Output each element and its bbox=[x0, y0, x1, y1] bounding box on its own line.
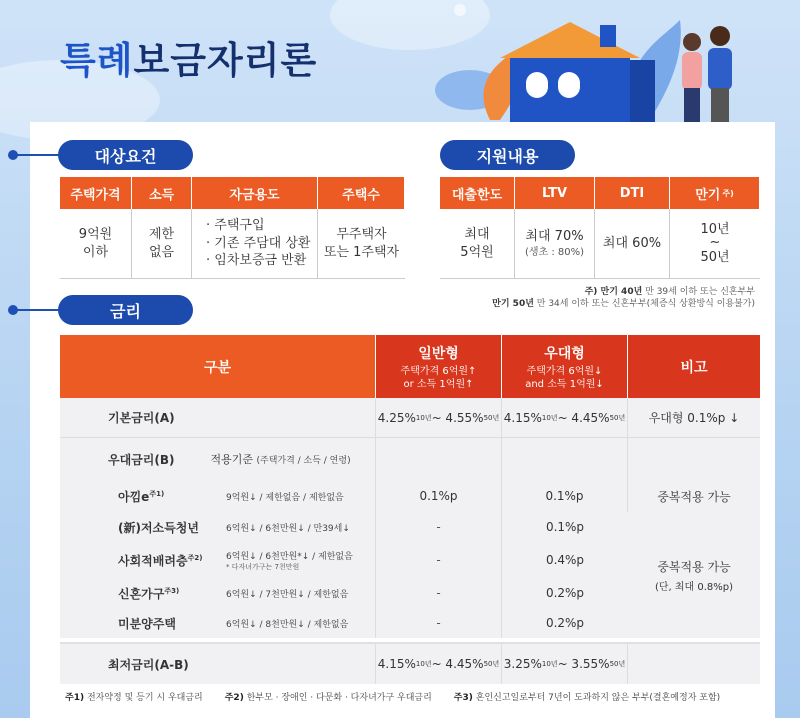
min-rate-general bbox=[376, 644, 502, 684]
rate-sup: 10년 bbox=[541, 660, 558, 668]
item-general: - bbox=[376, 542, 502, 578]
item-general: - bbox=[376, 578, 502, 608]
item-condition: 6억원↓ / 8천만원↓ / 제한없음 bbox=[226, 619, 349, 630]
house-window bbox=[558, 72, 580, 98]
item-preferred: 0.2%p bbox=[545, 586, 585, 600]
rate-sup: 50년 bbox=[483, 660, 500, 668]
discount-item-row bbox=[60, 542, 628, 578]
header-text: 일반형 bbox=[418, 345, 459, 362]
item-condition-note: * 다자녀가구는 7천만원 bbox=[226, 563, 300, 571]
footnote-text: 전자약정 및 등기 시 우대금리 bbox=[86, 693, 203, 703]
criteria-sub: (주택가격 / 소득 / 연령) bbox=[256, 456, 351, 466]
ltv-value: 최대 70% bbox=[525, 228, 584, 244]
term-note bbox=[450, 286, 755, 310]
item-general: - bbox=[376, 512, 502, 542]
header-sub: or 소득 1억원↑ bbox=[403, 378, 474, 390]
house-couple-illustration bbox=[430, 0, 790, 125]
item-condition-group bbox=[226, 548, 353, 572]
base-rate-general bbox=[376, 398, 502, 437]
item-sup: 주2) bbox=[187, 553, 203, 562]
item-preferred: 0.1%p bbox=[502, 480, 628, 512]
support-ltv bbox=[515, 209, 595, 279]
empty-cell bbox=[628, 644, 760, 684]
item-name-text: 아낌e bbox=[118, 489, 150, 504]
person-body bbox=[682, 52, 702, 90]
header-text: 구분 bbox=[203, 359, 232, 376]
term-header-sup: 주) bbox=[722, 188, 734, 198]
use-item: · 주택구입 bbox=[206, 218, 265, 234]
item-preferred: 0.4%p bbox=[545, 553, 585, 567]
discount-item-row bbox=[60, 608, 628, 638]
item-general: 0.1%p bbox=[376, 480, 502, 512]
support-header: DTI bbox=[595, 177, 670, 209]
rate-value: ~ 3.55% bbox=[557, 657, 610, 671]
item-name-text: (新)저소득청년 bbox=[118, 520, 199, 535]
house-side bbox=[630, 60, 655, 123]
support-limit: 최대 5억원 bbox=[440, 209, 515, 279]
item-name bbox=[118, 552, 226, 569]
person-legs bbox=[711, 88, 729, 123]
item-condition: 6억원↓ / 6천만원↓ / 만39세↓ bbox=[226, 523, 350, 534]
discount-subgroup-rows bbox=[60, 512, 628, 638]
discount-items bbox=[60, 480, 760, 638]
rates-header-note bbox=[628, 335, 760, 398]
footnote-3 bbox=[454, 690, 720, 703]
term-bottom: 50년 bbox=[700, 249, 730, 265]
eligibility-table bbox=[60, 177, 405, 279]
footnote-1 bbox=[65, 690, 203, 703]
item-sup: 주1) bbox=[149, 489, 165, 498]
item-name bbox=[118, 488, 226, 505]
rates-header-category bbox=[60, 335, 376, 398]
base-rate-row bbox=[60, 398, 760, 438]
page-title bbox=[60, 30, 317, 84]
overlap-note-1: 중복적용 가능 bbox=[657, 489, 731, 504]
discount-label bbox=[60, 438, 376, 480]
rates-header-general bbox=[376, 335, 502, 398]
overlap-sub: (단, 최대 0.8%p) bbox=[654, 581, 734, 593]
item-preferred: 0.1%p bbox=[545, 520, 585, 534]
footnote-label: 주2) bbox=[224, 693, 244, 703]
item-name-text: 신혼가구 bbox=[118, 586, 165, 601]
item-general: - bbox=[376, 608, 502, 638]
rates-header-preferred bbox=[502, 335, 628, 398]
rates-table bbox=[60, 335, 760, 684]
row-label: 우대금리(B) bbox=[108, 452, 175, 467]
eligibility-header: 주택수 bbox=[318, 177, 405, 209]
footnote-2 bbox=[225, 690, 432, 703]
rate-value: 4.15% bbox=[377, 657, 416, 671]
rate-value: ~ 4.45% bbox=[431, 657, 484, 671]
item-condition: 9억원↓ / 제한없음 / 제한없음 bbox=[226, 492, 344, 503]
person-body bbox=[708, 48, 732, 90]
discount-subgroup bbox=[60, 512, 760, 638]
term-note-bold: 만기 50년 bbox=[492, 299, 534, 310]
rate-sup: 10년 bbox=[415, 660, 432, 668]
support-table bbox=[440, 177, 760, 279]
term-top: 10년 bbox=[700, 221, 730, 237]
criteria-text: 적용기준 bbox=[210, 453, 253, 466]
empty-cell bbox=[628, 438, 760, 480]
discount-item-row bbox=[60, 512, 628, 542]
section-label-rates: 금리 bbox=[58, 295, 193, 325]
term-note-bold: 주) 만기 40년 bbox=[584, 287, 643, 297]
support-term bbox=[670, 209, 760, 279]
item-label bbox=[60, 608, 376, 638]
item-name bbox=[118, 519, 226, 536]
rate-value: 4.15% bbox=[503, 410, 542, 425]
base-rate-label bbox=[60, 398, 376, 437]
header-text: 비고 bbox=[680, 359, 708, 376]
overlap-note-2 bbox=[628, 512, 760, 638]
chimney bbox=[600, 25, 616, 47]
eligibility-header: 자금용도 bbox=[192, 177, 318, 209]
person-head bbox=[710, 26, 730, 46]
person-legs bbox=[684, 88, 700, 123]
item-label bbox=[60, 542, 376, 578]
overlap-text: 중복적용 가능 bbox=[657, 559, 731, 574]
item-label bbox=[60, 578, 376, 608]
criteria-label bbox=[210, 451, 350, 467]
eligibility-price: 9억원 이하 bbox=[60, 209, 132, 279]
support-dti: 최대 60% bbox=[595, 209, 670, 279]
discount-item-row bbox=[60, 578, 628, 608]
term-note-line bbox=[450, 298, 755, 310]
rate-value: ~ 4.45% bbox=[557, 410, 610, 425]
rate-sup: 10년 bbox=[541, 413, 558, 422]
discount-block bbox=[60, 438, 760, 480]
discount-item-row bbox=[60, 480, 760, 512]
header-sub: 주택가격 6억원↑ bbox=[400, 365, 477, 377]
rate-value: 4.25% bbox=[377, 410, 416, 425]
use-item: · 임차보증금 반환 bbox=[206, 253, 307, 269]
eligibility-use bbox=[192, 209, 318, 279]
term-header-label: 만기 bbox=[695, 187, 721, 203]
min-rate-label bbox=[60, 644, 376, 684]
footnote-text: 혼인신고일로부터 7년이 도과하지 않은 부부(결혼예정자 포함) bbox=[475, 693, 721, 703]
house-window bbox=[526, 72, 548, 98]
rate-sup: 50년 bbox=[609, 413, 626, 422]
support-header: LTV bbox=[515, 177, 595, 209]
empty-cell bbox=[502, 438, 628, 480]
rates-header bbox=[60, 335, 760, 398]
window-decoration bbox=[454, 4, 466, 16]
item-preferred: 0.2%p bbox=[545, 616, 585, 630]
base-rate-preferred bbox=[502, 398, 628, 437]
term-note-text: 만 34세 이하 또는 신혼부부(체증식 상환방식 이용불가) bbox=[536, 299, 755, 310]
rate-value: 3.25% bbox=[503, 657, 542, 671]
rate-sup: 50년 bbox=[609, 660, 626, 668]
section-label-support: 지원내용 bbox=[440, 140, 575, 170]
row-label: 기본금리(A) bbox=[108, 411, 175, 425]
term-note-line bbox=[450, 286, 755, 298]
item-name bbox=[118, 585, 226, 602]
row-label: 최저금리(A-B) bbox=[108, 657, 189, 672]
person-head bbox=[683, 33, 701, 51]
item-condition: 6억원↓ / 7천만원↓ / 제한없음 bbox=[226, 589, 349, 600]
section-label-eligibility: 대상요건 bbox=[58, 140, 193, 170]
footnote-label: 주3) bbox=[453, 693, 473, 703]
min-rate-row bbox=[60, 642, 760, 684]
eligibility-income: 제한 없음 bbox=[132, 209, 192, 279]
item-label bbox=[60, 512, 376, 542]
footnote-text: 한부모 · 장애인 · 다문화 · 다자녀가구 우대금리 bbox=[246, 693, 432, 703]
item-name-text: 미분양주택 bbox=[118, 616, 176, 631]
use-item: · 기존 주담대 상환 bbox=[206, 235, 311, 251]
header-text: 우대형 bbox=[544, 345, 585, 362]
eligibility-houses: 무주택자 또는 1주택자 bbox=[318, 209, 405, 279]
rate-sup: 10년 bbox=[415, 413, 432, 422]
support-header: 대출한도 bbox=[440, 177, 515, 209]
eligibility-header: 주택가격 bbox=[60, 177, 132, 209]
title-prefix: 특례 bbox=[60, 39, 134, 82]
item-name bbox=[118, 615, 226, 632]
base-rate-note: 우대형 0.1%p ↓ bbox=[648, 411, 740, 425]
empty-cell bbox=[376, 438, 502, 480]
rate-sup: 50년 bbox=[483, 413, 500, 422]
min-rate-preferred bbox=[502, 644, 628, 684]
item-sup: 주3) bbox=[164, 586, 180, 595]
header-sub: 주택가격 6억원↓ bbox=[526, 365, 603, 377]
item-label bbox=[60, 480, 376, 512]
item-condition: 6억원↓ / 6천만원*↓ / 제한없음 bbox=[226, 552, 353, 562]
support-header bbox=[670, 177, 760, 209]
ltv-sub: (생초 : 80%) bbox=[524, 246, 585, 258]
header-sub: and 소득 1억원↓ bbox=[525, 378, 604, 390]
rate-value: ~ 4.55% bbox=[431, 410, 484, 425]
eligibility-header: 소득 bbox=[132, 177, 192, 209]
title-main: 보금자리론 bbox=[133, 39, 318, 82]
house-roof bbox=[500, 22, 640, 58]
footnote-label: 주1) bbox=[65, 693, 85, 703]
term-mid: ~ bbox=[709, 235, 721, 251]
footnotes bbox=[65, 690, 765, 703]
item-name-text: 사회적배려층 bbox=[118, 553, 188, 568]
term-note-text: 만 39세 이하 또는 신혼부부 bbox=[645, 287, 755, 297]
